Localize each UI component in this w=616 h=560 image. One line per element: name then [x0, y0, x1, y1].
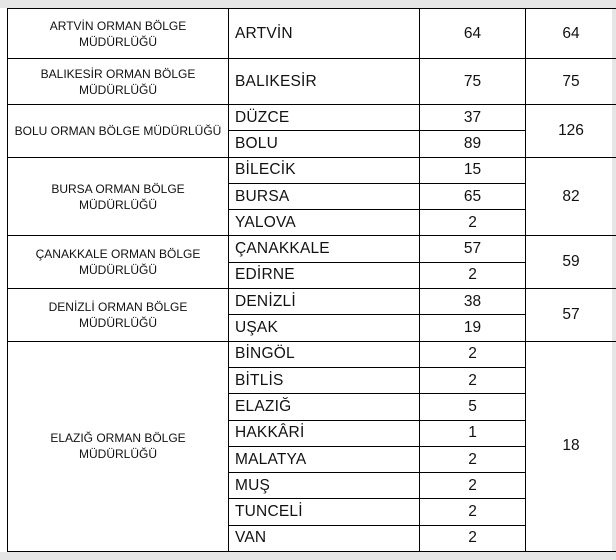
count-cell: 2: [420, 210, 526, 236]
table-row: [8, 9, 616, 59]
table-body: [8, 9, 616, 552]
count-cell: 5: [420, 394, 526, 420]
table-row: [8, 105, 616, 131]
region-total-cell: 64: [526, 9, 616, 59]
count-cell: 1: [420, 420, 526, 446]
table-row: [8, 341, 616, 367]
table-row: [8, 236, 616, 262]
table-row: [8, 289, 616, 315]
province-cell: BİLECİK: [229, 157, 420, 183]
count-cell: 89: [420, 131, 526, 157]
region-name-cell: ÇANAKKALE ORMAN BÖLGE MÜDÜRLÜĞÜ: [8, 236, 229, 289]
province-cell: MUŞ: [229, 473, 420, 499]
count-cell: 2: [420, 262, 526, 288]
province-cell: BİNGÖL: [229, 341, 420, 367]
province-cell: BALIKESİR: [229, 59, 420, 105]
count-cell: 2: [420, 341, 526, 367]
province-cell: ARTVİN: [229, 9, 420, 59]
province-cell: EDİRNE: [229, 262, 420, 288]
region-total-cell: 18: [526, 341, 616, 551]
region-total-cell: 126: [526, 105, 616, 158]
count-cell: 2: [420, 473, 526, 499]
region-total-cell: 75: [526, 59, 616, 105]
province-cell: ÇANAKKALE: [229, 236, 420, 262]
region-name-cell: DENİZLİ ORMAN BÖLGE MÜDÜRLÜĞÜ: [8, 289, 229, 342]
region-name-cell: ELAZIĞ ORMAN BÖLGE MÜDÜRLÜĞÜ: [8, 341, 229, 551]
count-cell: 75: [420, 59, 526, 105]
count-cell: 65: [420, 183, 526, 209]
count-cell: 2: [420, 525, 526, 551]
region-name-cell: BOLU ORMAN BÖLGE MÜDÜRLÜĞÜ: [8, 105, 229, 158]
table-row: [8, 157, 616, 183]
province-cell: YALOVA: [229, 210, 420, 236]
province-cell: BİTLİS: [229, 367, 420, 393]
region-name-cell: ARTVİN ORMAN BÖLGE MÜDÜRLÜĞÜ: [8, 9, 229, 59]
province-cell: ELAZIĞ: [229, 394, 420, 420]
region-total-cell: 57: [526, 289, 616, 342]
count-cell: 37: [420, 105, 526, 131]
province-cell: TUNCELİ: [229, 499, 420, 525]
region-total-cell: 59: [526, 236, 616, 289]
province-cell: HAKKÂRİ: [229, 420, 420, 446]
count-cell: 19: [420, 315, 526, 341]
count-cell: 57: [420, 236, 526, 262]
province-cell: UŞAK: [229, 315, 420, 341]
table-row: [8, 59, 616, 105]
region-name-cell: BALIKESİR ORMAN BÖLGE MÜDÜRLÜĞÜ: [8, 59, 229, 105]
province-cell: VAN: [229, 525, 420, 551]
province-cell: BURSA: [229, 183, 420, 209]
region-name-cell: BURSA ORMAN BÖLGE MÜDÜRLÜĞÜ: [8, 157, 229, 236]
province-cell: DENİZLİ: [229, 289, 420, 315]
region-total-cell: 82: [526, 157, 616, 236]
count-cell: 64: [420, 9, 526, 59]
province-cell: DÜZCE: [229, 105, 420, 131]
province-cell: MALATYA: [229, 446, 420, 472]
document-page: [0, 8, 612, 552]
count-cell: 15: [420, 157, 526, 183]
count-cell: 38: [420, 289, 526, 315]
count-cell: 2: [420, 499, 526, 525]
count-cell: 2: [420, 446, 526, 472]
regional-forestry-table: [7, 8, 616, 552]
count-cell: 2: [420, 367, 526, 393]
province-cell: BOLU: [229, 131, 420, 157]
